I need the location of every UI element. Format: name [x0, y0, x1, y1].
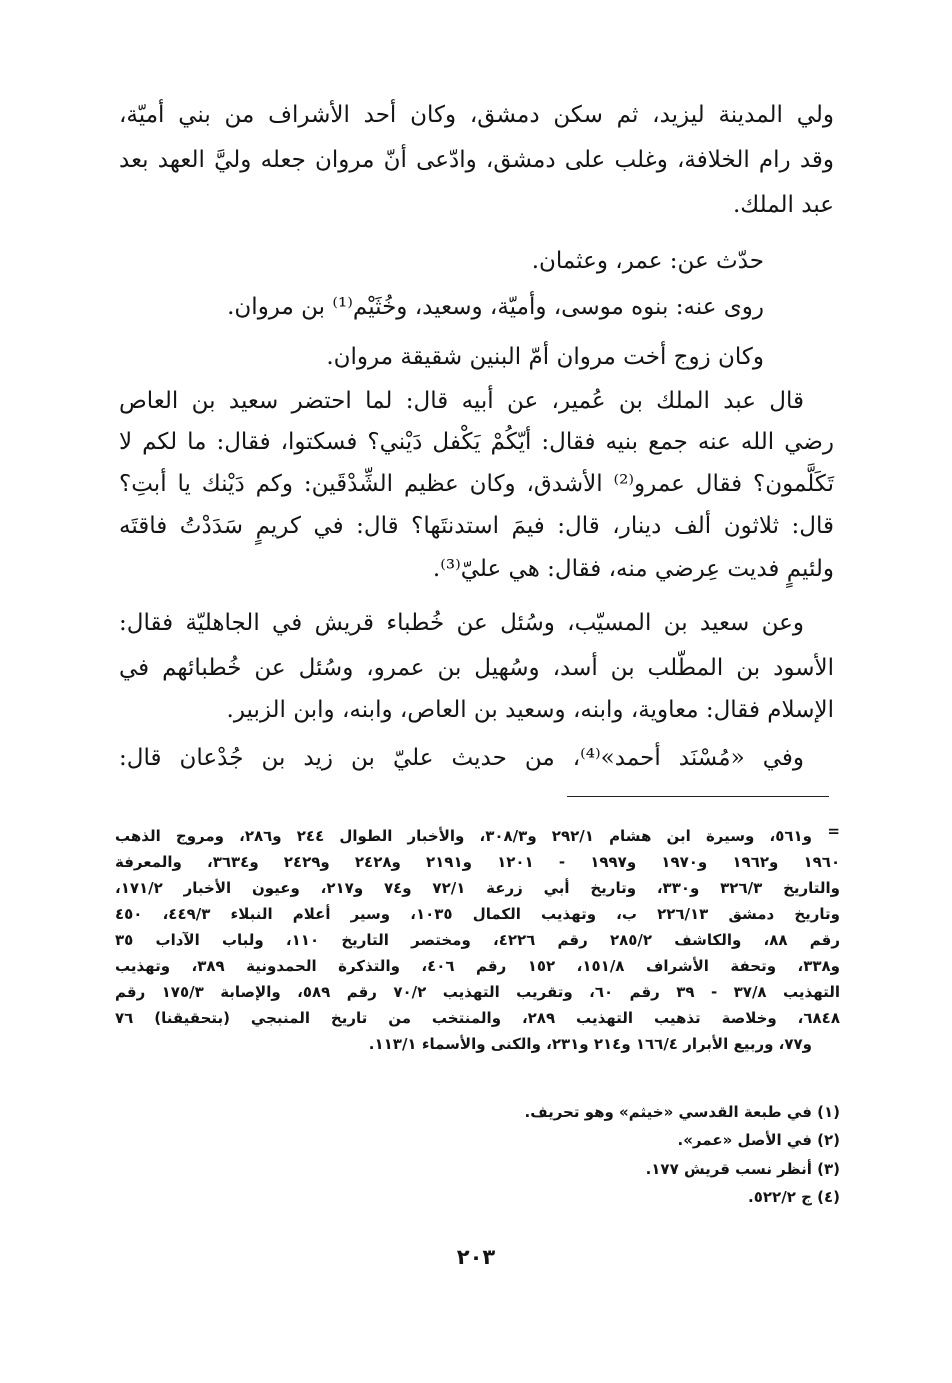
footnote-line: و٧٧، وربيع الأبرار ١٦٦/٤ و٢١٤ و٢٣١، والكنى والأسماء ١١٣/١.: [368, 1035, 812, 1053]
body-line: قال: ثلاثون ألف دينار، قال: فيمَ استدنتَها؟ قال: في كريمٍ سَدَدْتُ فاقتَه: [119, 513, 834, 539]
footnote-3: (٣) أنظر نسب قريش ١٧٧.: [645, 1160, 840, 1178]
body-line: قال عبد الملك بن عُمير، عن أبيه قال: لما احتضر سعيد بن العاص: [119, 388, 804, 414]
footnote-line: وتاريخ دمشق ٢٢٦/١٣ ب، وتهذيب الكمال ١٠٣٥، وسير أعلام النبلاء ٤٤٩/٣، ٤٥٠: [115, 905, 840, 923]
footnote-2: (٢) في الأصل «عمر».: [677, 1131, 840, 1149]
footnote-1: (١) في طبعة القدسي «خيثم» وهو تحريف.: [524, 1103, 840, 1121]
body-line: عبد الملك.: [732, 192, 834, 218]
body-line: وقد رام الخلافة، وغلب على دمشق، وادّعى أنّ مروان جعله وليَّ العهد بعد: [119, 147, 834, 173]
body-line: ولئيمٍ فديت عِرضي منه، فقال: هي عليّ⁽³⁾.: [432, 556, 834, 582]
body-line: ولي المدينة ليزيد، ثم سكن دمشق، وكان أحد الأشراف من بني أميّة،: [119, 102, 834, 128]
footnote-4: (٤) ج ٥٢٢/٢.: [748, 1188, 840, 1206]
footnote-continuation-marker: =: [827, 822, 840, 840]
footnote-line: رقم ٨٨، والكاشف ٢٨٥/٢ رقم ٤٢٢٦، ومختصر التاريخ ١١٠، ولباب الآداب ٣٥: [115, 931, 840, 949]
footnote-line: و٥٦١، وسيرة ابن هشام ٢٩٢/١ و٣٠٨/٣، والأخبار الطوال ٢٤٤ و٢٨٦، ومروج الذهب: [115, 827, 812, 845]
body-line: حدّث عن: عمر، وعثمان.: [531, 248, 764, 274]
footnote-line: ٦٨٤٨، وخلاصة تذهيب التهذيب ٢٨٩، والمنتخب من تاريخ المنبجي (بتحقيقنا) ٧٦: [115, 1009, 840, 1027]
footnote-line: التهذيب ٣٧/٨ - ٣٩ رقم ٦٠، وتقريب التهذيب ٧٠/٢ رقم ٥٨٩، والإصابة ١٧٥/٣ رقم: [115, 983, 840, 1001]
footnote-line: و٣٣٨، وتحفة الأشراف ١٥١/٨، ١٥٢ رقم ٤٠٦، والتذكرة الحمدونية ٣٨٩، وتهذيب: [115, 957, 840, 975]
footnote-line: والتاريخ ٣٢٦/٣ و٣٣٠، وتاريخ أبي زرعة ٧٢/١ و٧٤ و٢١٧، وعيون الأخبار ١٧١/٢،: [115, 879, 841, 897]
page-number: ٢٠٣: [456, 1245, 496, 1269]
footnote-line: ١٩٦٠ و١٩٦٢ و١٩٧٠ و١٩٩٧ - ١٢٠١ و٢١٩١ و٢٤٢٨ و٢٤٢٩ و٣٦٣٤، والمعرفة: [115, 853, 841, 871]
body-line: روى عنه: بنوه موسى، وأميّة، وسعيد، وخُثَيْم⁽¹⁾ بن مروان.: [227, 294, 764, 320]
body-line: تَكَلَّمون؟ فقال عمرو⁽²⁾ الأشدق، وكان عظيم الشِّدْقَين: وكم دَيْنك يا أبتِ؟: [119, 471, 834, 497]
body-line: الأسود بن المطّلب بن أسد، وسُهيل بن عمرو، وسُئل عن خُطبائهم في: [119, 655, 834, 681]
body-line: الإسلام فقال: معاوية، وابنه، وسعيد بن العاص، وابنه، وابن الزبير.: [226, 697, 834, 723]
body-line: رضي الله عنه جمع بنيه فقال: أيّكُمْ يَكْفل دَيْني؟ فسكتوا، فقال: ما لكم لا: [119, 429, 834, 455]
body-line: وعن سعيد بن المسيّب، وسُئل عن خُطباء قريش في الجاهليّة فقال:: [119, 610, 804, 636]
body-line: وكان زوج أخت مروان أمّ البنين شقيقة مروان.: [326, 344, 764, 370]
footnote-separator: [567, 796, 829, 797]
body-line: وفي «مُسْنَد أحمد»⁽⁴⁾، من حديث عليّ بن زيد بن جُدْعان قال:: [119, 745, 805, 771]
